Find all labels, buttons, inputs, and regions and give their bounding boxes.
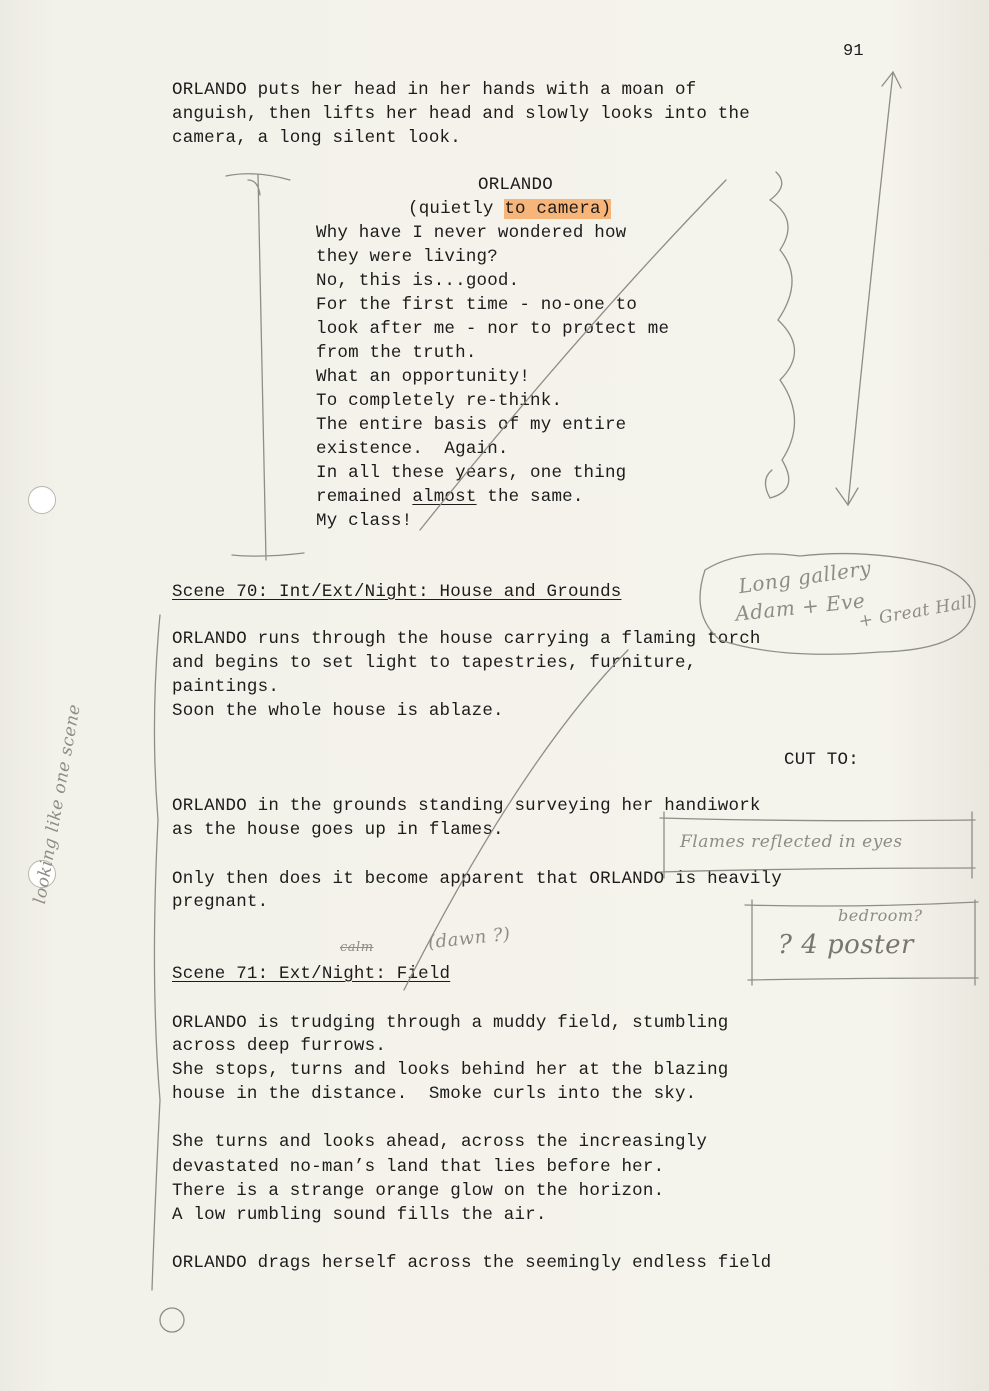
- action-line: ORLANDO is trudging through a muddy field, stumbling: [172, 1013, 729, 1033]
- page-number: 91: [843, 42, 864, 61]
- action-line: pregnant.: [172, 892, 269, 912]
- scene-heading: Scene 71: Ext/Night: Field: [172, 964, 451, 984]
- action-line: ORLANDO runs through the house carrying a flaming torch: [172, 629, 761, 649]
- note-calm: calm: [340, 940, 374, 955]
- dialogue-line: from the truth.: [316, 343, 477, 363]
- parenthetical-text: (quietly: [408, 199, 505, 219]
- scene-heading: Scene 70: Int/Ext/Night: House and Grounds: [172, 582, 622, 602]
- action-line: There is a strange orange glow on the horizon.: [172, 1181, 665, 1201]
- note-dawn: (dawn ?): [427, 923, 512, 954]
- action-line: ORLANDO puts her head in her hands with a moan of: [172, 80, 697, 100]
- dialogue-line: No, this is...good.: [316, 271, 520, 291]
- dialogue-text: remained: [316, 487, 413, 507]
- transition: CUT TO:: [784, 750, 859, 770]
- dialogue-line: For the first time - no-one to: [316, 295, 638, 315]
- action-line: ORLANDO in the grounds standing surveying her handiwork: [172, 796, 761, 816]
- action-line: Soon the whole house is ablaze.: [172, 701, 504, 721]
- dialogue-line: they were living?: [316, 247, 498, 267]
- action-line: devastated no-man’s land that lies before her.: [172, 1157, 665, 1177]
- pencil-squiggle: [765, 172, 794, 498]
- dialogue-line: What an opportunity!: [316, 367, 531, 387]
- note-flames: Flames reflected in eyes: [680, 832, 903, 852]
- action-line: She turns and looks ahead, across the increasingly: [172, 1132, 708, 1152]
- dialogue-line: Why have I never wondered how: [316, 223, 627, 243]
- dialogue-line: In all these years, one thing: [316, 463, 627, 483]
- action-line: and begins to set light to tapestries, furniture,: [172, 653, 697, 673]
- note-great-hall: + Great Hall: [857, 592, 975, 632]
- dialogue-line: To completely re-think.: [316, 391, 563, 411]
- dialogue-line: look after me - nor to protect me: [316, 319, 670, 339]
- note-margin: looking like one scene: [30, 702, 85, 906]
- action-line: anguish, then lifts her head and slowly looks into the: [172, 104, 750, 124]
- character-name: ORLANDO: [478, 175, 553, 195]
- note-bedroom: bedroom?: [838, 906, 923, 925]
- dialogue-line: [316, 485, 584, 509]
- underlined-word: almost: [412, 487, 477, 507]
- pencil-doodle: [160, 1308, 184, 1332]
- action-line: across deep furrows.: [172, 1036, 387, 1056]
- action-line: house in the distance. Smoke curls into the sky.: [172, 1084, 697, 1104]
- dialogue-line: existence. Again.: [316, 439, 509, 459]
- parenthetical: [408, 197, 611, 221]
- highlighted-text: to camera): [504, 199, 612, 219]
- action-line: Only then does it become apparent that ORLANDO is heavily: [172, 869, 782, 889]
- note-long-gallery: Long gallery: [736, 555, 873, 599]
- dialogue-line: The entire basis of my entire: [316, 415, 627, 435]
- action-line: She stops, turns and looks behind her at the blazing: [172, 1060, 729, 1080]
- pencil-arrow: [836, 72, 901, 505]
- pencil-bracket: [226, 174, 304, 560]
- punch-hole-top: [28, 486, 56, 514]
- pencil-margin-line: [152, 615, 160, 1290]
- action-line: camera, a long silent look.: [172, 128, 461, 148]
- note-adam-eve: Adam + Eve: [734, 588, 867, 626]
- action-line: ORLANDO drags herself across the seemingly endless field: [172, 1253, 772, 1273]
- action-line: paintings.: [172, 677, 280, 697]
- note-four-poster: ? 4 poster: [778, 930, 914, 960]
- dialogue-line: My class!: [316, 511, 413, 531]
- action-line: A low rumbling sound fills the air.: [172, 1205, 547, 1225]
- action-line: as the house goes up in flames.: [172, 820, 504, 840]
- dialogue-text: the same.: [476, 487, 584, 507]
